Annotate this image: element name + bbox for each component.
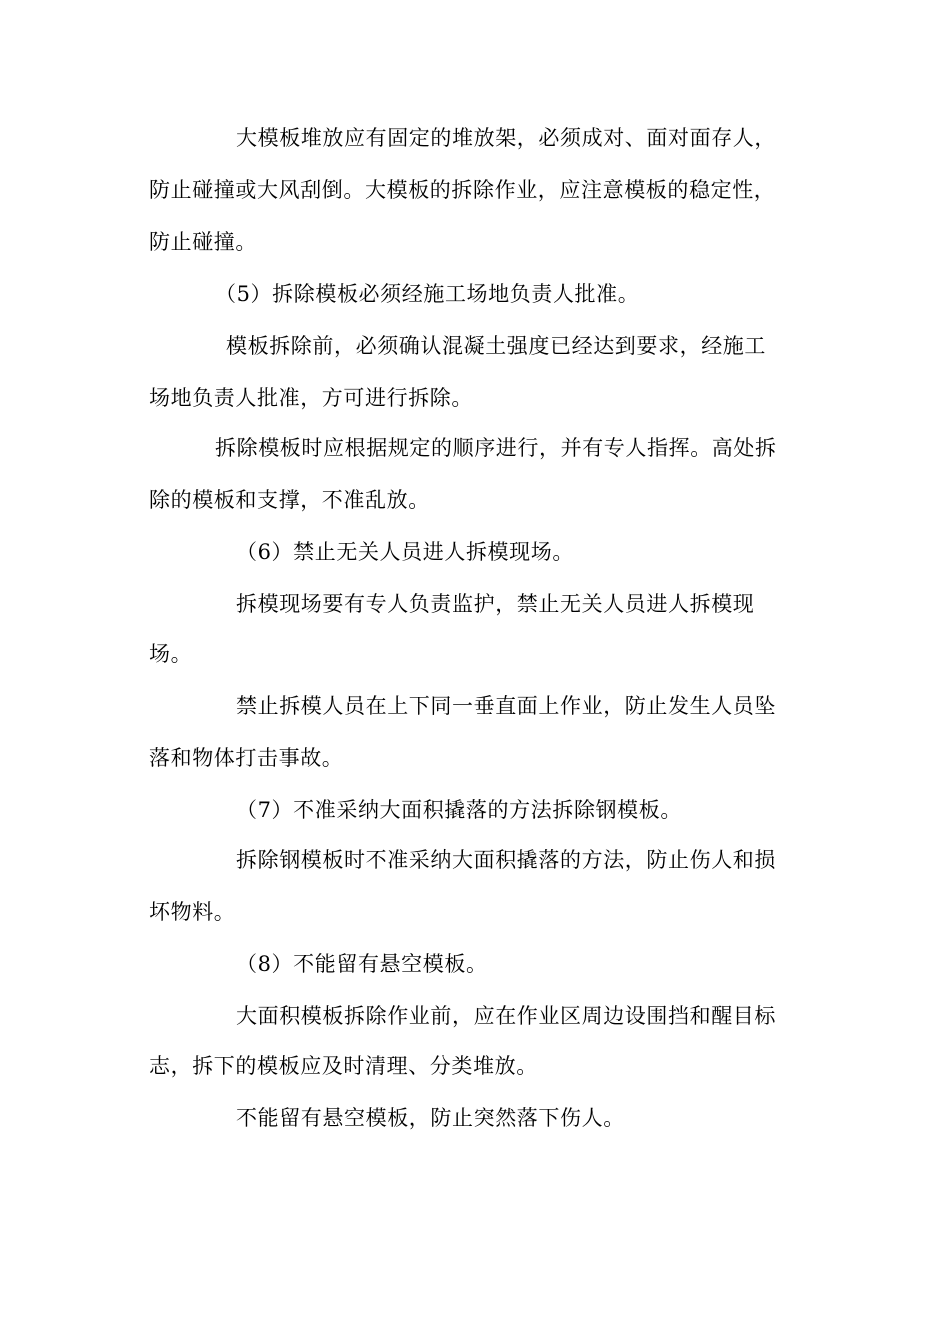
paragraph-6-line-1: 拆模现场要有专人负责监护，禁止无关人员进人拆模现 bbox=[236, 592, 755, 616]
paragraph-6-line-2: 场。 bbox=[149, 642, 193, 666]
paragraph-1-line-3: 防止碰撞。 bbox=[149, 230, 257, 254]
paragraph-12-line-1: 不能留有悬空模板，防止突然落下伤人。 bbox=[236, 1106, 625, 1130]
paragraph-3-line-2: 场地负责人批准，方可进行拆除。 bbox=[149, 386, 473, 410]
paragraph-4-line-1: 拆除模板时应根据规定的顺序进行，并有专人指挥。高处拆 bbox=[215, 436, 777, 460]
paragraph-11-line-2: 志，拆下的模板应及时清理、分类堆放。 bbox=[149, 1054, 538, 1078]
paragraph-9-line-2: 坏物料。 bbox=[149, 900, 236, 924]
paragraph-1-line-1: 大模板堆放应有固定的堆放架，必须成对、面对面存人， bbox=[236, 126, 776, 150]
paragraph-11-line-1: 大面积模板拆除作业前，应在作业区周边设围挡和醒目标 bbox=[236, 1004, 776, 1028]
paragraph-3-line-1: 模板拆除前，必须确认混凝土强度已经达到要求，经施工 bbox=[226, 334, 766, 358]
heading-7: （7）不准采纳大面积撬落的方法拆除钢模板。 bbox=[236, 798, 682, 822]
paragraph-4-line-2: 除的模板和支撑，不准乱放。 bbox=[149, 488, 430, 512]
paragraph-7-line-1: 禁止拆模人员在上下同一垂直面上作业，防止发生人员坠 bbox=[236, 694, 776, 718]
paragraph-1-line-2: 防止碰撞或大风刮倒。大模板的拆除作业，应注意模板的稳定性， bbox=[149, 178, 776, 202]
heading-5: （5）拆除模板必须经施工场地负责人批准。 bbox=[215, 282, 640, 306]
paragraph-7-line-2: 落和物体打击事故。 bbox=[149, 746, 344, 770]
heading-6: （6）禁止无关人员进人拆模现场。 bbox=[236, 540, 574, 564]
heading-8: （8）不能留有悬空模板。 bbox=[236, 952, 488, 976]
paragraph-9-line-1: 拆除钢模板时不准采纳大面积撬落的方法，防止伤人和损 bbox=[236, 848, 776, 872]
